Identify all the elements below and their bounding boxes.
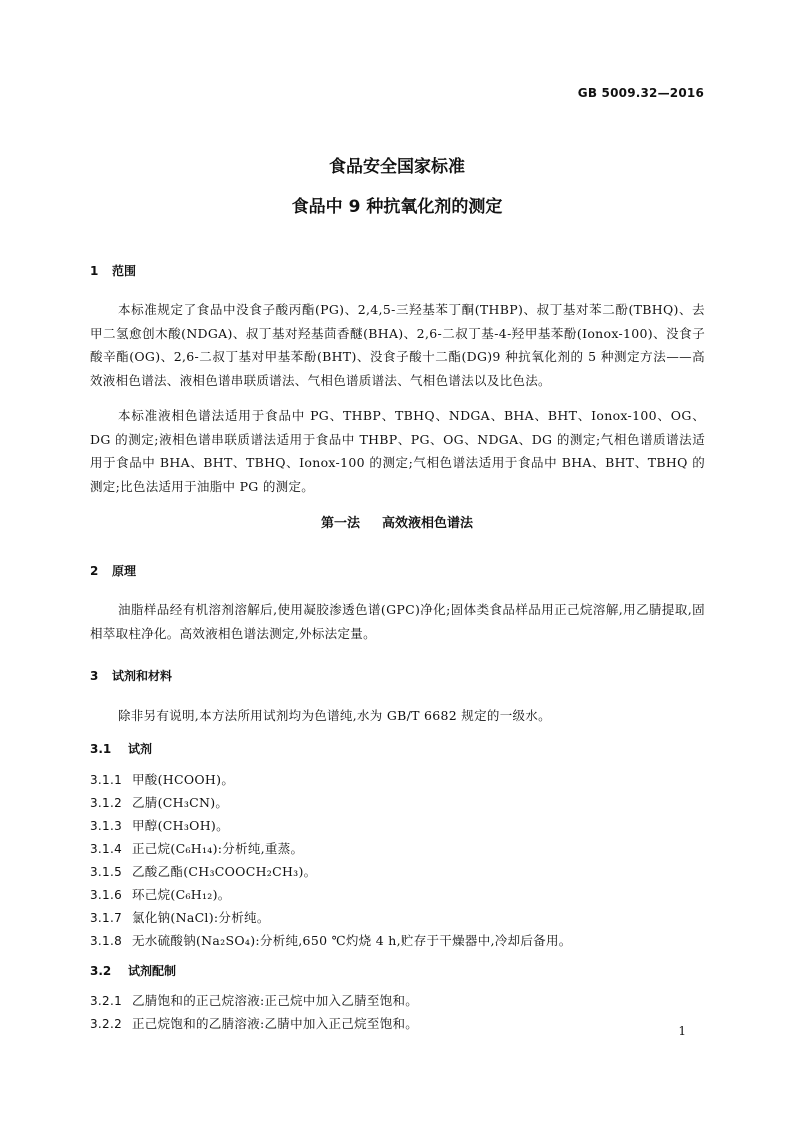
- scope-paragraph-2: 本标准液相色谱法适用于食品中 PG、THBP、TBHQ、NDGA、BHA、BHT、Ionox-100、OG、DG 的测定;液相色谱串联质谱法适用于食品中 THBP、PG、OG、NDGA、DG 的测定;气相色谱质谱法适用于食品中 BHA、BHT、TBHQ、Ionox-100 的测定;气相色谱法适用于食品中 BHA、BHT、TBHQ 的测定;比色法适用于油脂中 PG 的测定。: [90, 408, 705, 494]
- section-3-2-heading: [90, 962, 176, 979]
- item-number: 3.1.8: [90, 934, 123, 948]
- reagent-item: [90, 908, 270, 926]
- item-text: 乙酸乙酯(CH₃COOCH₂CH₃)。: [132, 864, 317, 879]
- item-text: 无水硫酸钠(Na₂SO₄):分析纯,650 ℃灼烧 4 h,贮存于干燥器中,冷却后备用。: [132, 933, 572, 948]
- section-number: 2: [90, 564, 99, 578]
- section-number: 3.2: [90, 964, 112, 978]
- item-number: 3.2.2: [90, 1017, 123, 1031]
- item-text: 正己烷饱和的乙腈溶液:乙腈中加入正己烷至饱和。: [132, 1016, 419, 1031]
- section-title: 原理: [112, 564, 137, 578]
- reagent-item: [90, 770, 234, 788]
- item-number: 3.1.5: [90, 865, 123, 879]
- reagent-item: [90, 885, 231, 903]
- method-heading: [0, 512, 794, 531]
- section-title: 试剂: [128, 742, 153, 756]
- item-number: 3.1.1: [90, 773, 123, 787]
- item-number: 3.2.1: [90, 994, 123, 1008]
- page-number: 1: [678, 1024, 686, 1038]
- reagent-item: [90, 931, 572, 949]
- item-number: 3.1.6: [90, 888, 123, 902]
- section-number: 3.1: [90, 742, 112, 756]
- scope-paragraph-1: 本标准规定了食品中没食子酸丙酯(PG)、2,4,5-三羟基苯丁酮(THBP)、叔丁基对苯二酚(TBHQ)、去甲二氢愈创木酸(NDGA)、叔丁基对羟基茴香醚(BHA)、2,6-二叔丁基-4-羟甲基苯酚(Ionox-100)、没食子酸辛酯(OG)、2,6-二叔丁基对甲基苯酚(BHT)、没食子酸十二酯(DG)9 种抗氧化剂的 5 种测定方法——高效液相色谱法、液相色谱串联质谱法、气相色谱质谱法、气相色谱法以及比色法。: [90, 302, 705, 388]
- item-number: 3.1.3: [90, 819, 123, 833]
- section-title: 试剂和材料: [112, 669, 173, 683]
- item-text: 甲醇(CH₃OH)。: [132, 818, 229, 833]
- item-text: 乙腈(CH₃CN)。: [132, 795, 229, 810]
- reagent-item: [90, 839, 303, 857]
- section-2-heading: [90, 562, 136, 579]
- item-text: 氯化钠(NaCl):分析纯。: [132, 910, 270, 925]
- section-number: 1: [90, 264, 99, 278]
- item-text: 乙腈饱和的正己烷溶液:正己烷中加入乙腈至饱和。: [132, 993, 419, 1008]
- standard-number: GB 5009.32—2016: [577, 86, 704, 100]
- section-title: 试剂配制: [128, 964, 177, 978]
- item-number: 3.1.7: [90, 911, 123, 925]
- reagent-item: [90, 862, 316, 880]
- method-label: 第一法: [320, 516, 360, 531]
- reagent-item: [90, 816, 229, 834]
- principle-paragraph: 油脂样品经有机溶剂溶解后,使用凝胶渗透色谱(GPC)净化;固体类食品样品用正己烷溶解,用乙腈提取,固相萃取柱净化。高效液相色谱法测定,外标法定量。: [90, 602, 705, 641]
- doc-title-line2: 食品中 9 种抗氧化剂的测定: [291, 197, 503, 217]
- reagents-intro-paragraph: 除非另有说明,本方法所用试剂均为色谱纯,水为 GB/T 6682 规定的一级水。: [118, 708, 551, 723]
- method-name: 高效液相色谱法: [382, 516, 474, 531]
- prep-item: [90, 1014, 418, 1032]
- section-number: 3: [90, 669, 99, 683]
- section-1-heading: [90, 262, 136, 279]
- prep-item: [90, 991, 418, 1009]
- section-title: 范围: [112, 264, 137, 278]
- item-text: 甲酸(HCOOH)。: [132, 772, 235, 787]
- section-3-heading: [90, 667, 172, 684]
- item-number: 3.1.2: [90, 796, 123, 810]
- item-text: 环己烷(C₆H₁₂)。: [132, 887, 231, 902]
- reagent-item: [90, 793, 228, 811]
- section-3-1-heading: [90, 740, 152, 757]
- doc-title-line1: 食品安全国家标准: [329, 157, 465, 177]
- item-text: 正己烷(C₆H₁₄):分析纯,重蒸。: [132, 841, 304, 856]
- item-number: 3.1.4: [90, 842, 123, 856]
